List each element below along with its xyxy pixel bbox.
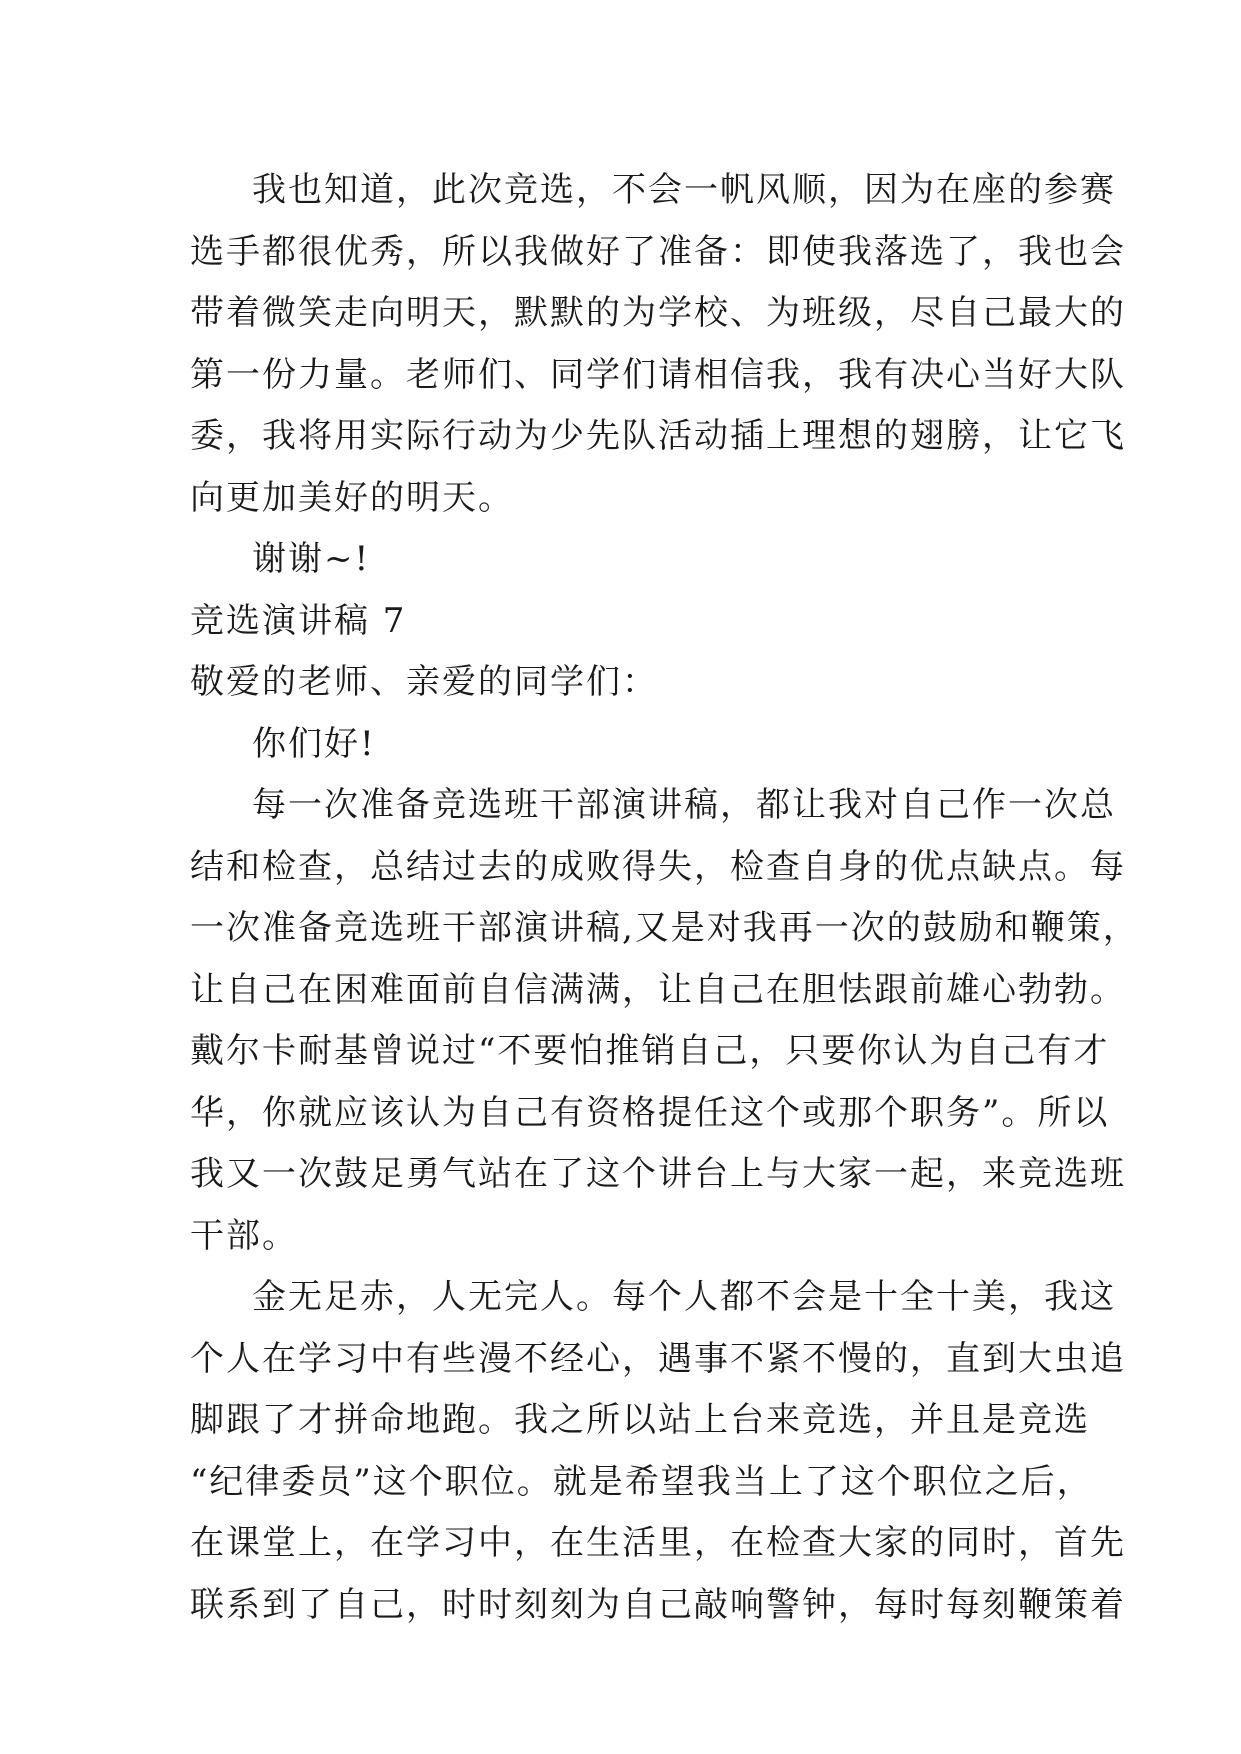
text-line: 我也知道，此次竞选，不会一帆风顺，因为在座的参赛 [252, 170, 1116, 210]
text-line: 华，你就应该认为自己有资格提任这个或那个职务”。所以 [190, 1092, 1110, 1133]
text-line: 委，我将用实际行动为少先队活动插上理想的翅膀，让它飞 [190, 416, 1126, 456]
text-line: 选手都很优秀，所以我做好了准备：即使我落选了，我也会 [190, 231, 1126, 272]
paragraph-intro [190, 775, 1139, 1267]
text-line: 结和检查，总结过去的成败得失，检查自身的优点缺点。每 [190, 846, 1126, 887]
text-line: 干部。 [190, 1215, 298, 1256]
paragraph-closing [190, 160, 1126, 529]
greeting: 你们好! [252, 723, 376, 764]
paragraph-self-assessment [190, 1267, 1126, 1636]
text-line: 每一次准备竞选班干部演讲稿，都让我对自己作一次总 [252, 785, 1116, 825]
text-line: 金无足赤，人无完人。每个人都不会是十全十美，我这 [252, 1277, 1116, 1317]
text-line: 联系到了自己，时时刻刻为自己敲响警钟，每时每刻鞭策着 [190, 1584, 1126, 1625]
text-line: 我又一次鼓足勇气站在了这个讲台上与大家一起，来竞选班 [190, 1154, 1126, 1194]
thanks-line: 谢谢~! [252, 539, 371, 579]
text-line: 第一份力量。老师们、同学们请相信我，我有决心当好大队 [190, 354, 1126, 395]
salutation: 敬爱的老师、亲爱的同学们： [190, 662, 658, 702]
text-line: “纪律委员”这个职位。就是希望我当上了这个职位之后， [190, 1461, 1093, 1502]
document-body [190, 160, 1139, 1636]
section-title: 竞选演讲稿 7 [190, 600, 407, 641]
text-line: 个人在学习中有些漫不经心，遇事不紧不慢的，直到大虫追 [190, 1338, 1126, 1379]
text-line: 带着微笑走向明天，默默的为学校、为班级，尽自己最大的 [190, 293, 1126, 333]
text-line: 一次准备竞选班干部演讲稿,又是对我再一次的鼓励和鞭策， [190, 908, 1139, 948]
text-line: 脚跟了才拼命地跑。我之所以站上台来竞选，并且是竞选 [190, 1400, 1090, 1440]
text-line: 在课堂上，在学习中，在生活里，在检查大家的同时，首先 [190, 1523, 1126, 1563]
text-line: 戴尔卡耐基曾说过“不要怕推销自己，只要你认为自己有才 [190, 1031, 1110, 1071]
text-line: 让自己在困难面前自信满满，让自己在胆怯跟前雄心勃勃。 [190, 969, 1126, 1010]
text-line: 向更加美好的明天。 [190, 477, 514, 518]
